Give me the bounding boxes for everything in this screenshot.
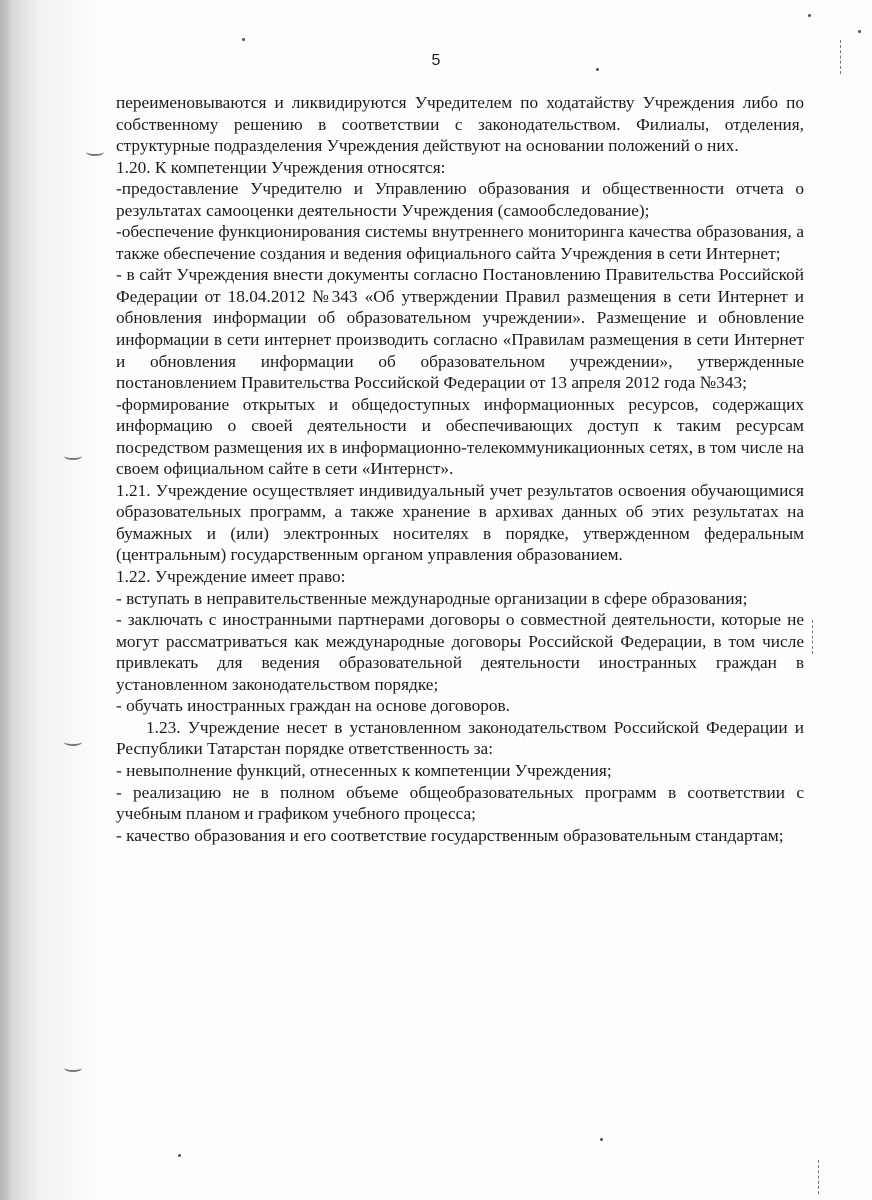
list-item: -формирование открытых и общедоступных информационных ресурсов, содержащих информацию о своей деятельности и обеспечивающих доступ к таким ресурсам посредством размещения их в информационно-телекоммуникационных сетях, в том числе на своем официальном сайте в сети «Интернст». <box>116 394 804 479</box>
section-heading-1-20: 1.20. К компетенции Учреждения относятся: <box>116 157 446 177</box>
list-item: - качество образования и его соответствие государственным образовательным стандартам; <box>116 825 784 845</box>
section-heading-1-22: 1.22. Учреждение имеет право: <box>116 567 346 587</box>
scan-margin-mark <box>64 1064 82 1072</box>
paragraph-continuation: переименовываются и ликвидируются Учредителем по ходатайству Учреждения либо по собственному решению в соответствии с законодательством. Филиалы, отделения, структурные подразделения Учреждения действуют на основании положений о них. <box>116 93 804 156</box>
scan-speck <box>858 30 861 33</box>
scan-speck <box>242 38 245 41</box>
list-item: - вступать в неправительственные международные организации в сфере образования; <box>116 588 748 608</box>
scan-dash <box>818 1160 820 1194</box>
scan-speck <box>808 14 811 17</box>
scan-speck <box>600 1138 603 1141</box>
document-body <box>116 92 804 846</box>
scan-margin-mark <box>64 738 82 746</box>
scan-speck <box>178 1154 181 1157</box>
list-item: -обеспечение функционирования системы внутреннего мониторинга качества образования, а также обеспечение создания и ведения официального сайта Учреждения в сети Интернет; <box>116 222 804 263</box>
page-number: 5 <box>431 52 441 69</box>
scan-margin-mark <box>86 148 104 156</box>
list-item: -предоставление Учредителю и Управлению образования и общественности отчета о результатах самооценки деятельности Учреждения (самообследование); <box>116 179 804 220</box>
list-item: - в сайт Учреждения внести документы согласно Постановлению Правительства Российской Федерации от 18.04.2012 №343 «Об утверждении Правил размещения в сети Интернет и обновления информации об образовательном учреждении». Размещение и обновление информации в сети интернет производить согласно «Правилам размещения в сети Интернет и обновления информации об образовательном учреждении», утвержденные постановлением Правительства Российской Федерации от 13 апреля 2012 года №343; <box>116 265 804 393</box>
list-item: - невыполнение функций, отнесенных к компетенции Учреждения; <box>116 760 612 780</box>
list-item: - обучать иностранных граждан на основе договоров. <box>116 696 511 716</box>
list-item: - реализацию не в полном объеме общеобразовательных программ в соответствии с учебным планом и графиком учебного процесса; <box>116 782 804 824</box>
scan-binding-shadow <box>0 0 100 1200</box>
scan-edge-shadow <box>0 0 14 1200</box>
list-item: - заключать с иностранными партнерами договоры о совместной деятельности, которые не могут рассматриваться как международные договоры Российской Федерации, в том числе привлекать для ведения образовательной деятельности иностранных граждан в установленном законодательством порядке; <box>116 610 804 694</box>
scan-dash <box>812 620 814 654</box>
section-1-23: 1.23. Учреждение несет в установленном законодательством Российской Федерации и Республики Татарстан порядке ответственность за: <box>116 717 804 759</box>
scan-margin-mark <box>64 452 82 460</box>
section-1-21: 1.21. Учреждение осуществляет индивидуальный учет результатов освоения обучающимися образовательных программ, а также хранение в архивах данных об этих результатах на бумажных и (или) электронных носителях в порядке, утвержденном федеральным (центральным) государственным органом управления образованием. <box>116 480 804 565</box>
